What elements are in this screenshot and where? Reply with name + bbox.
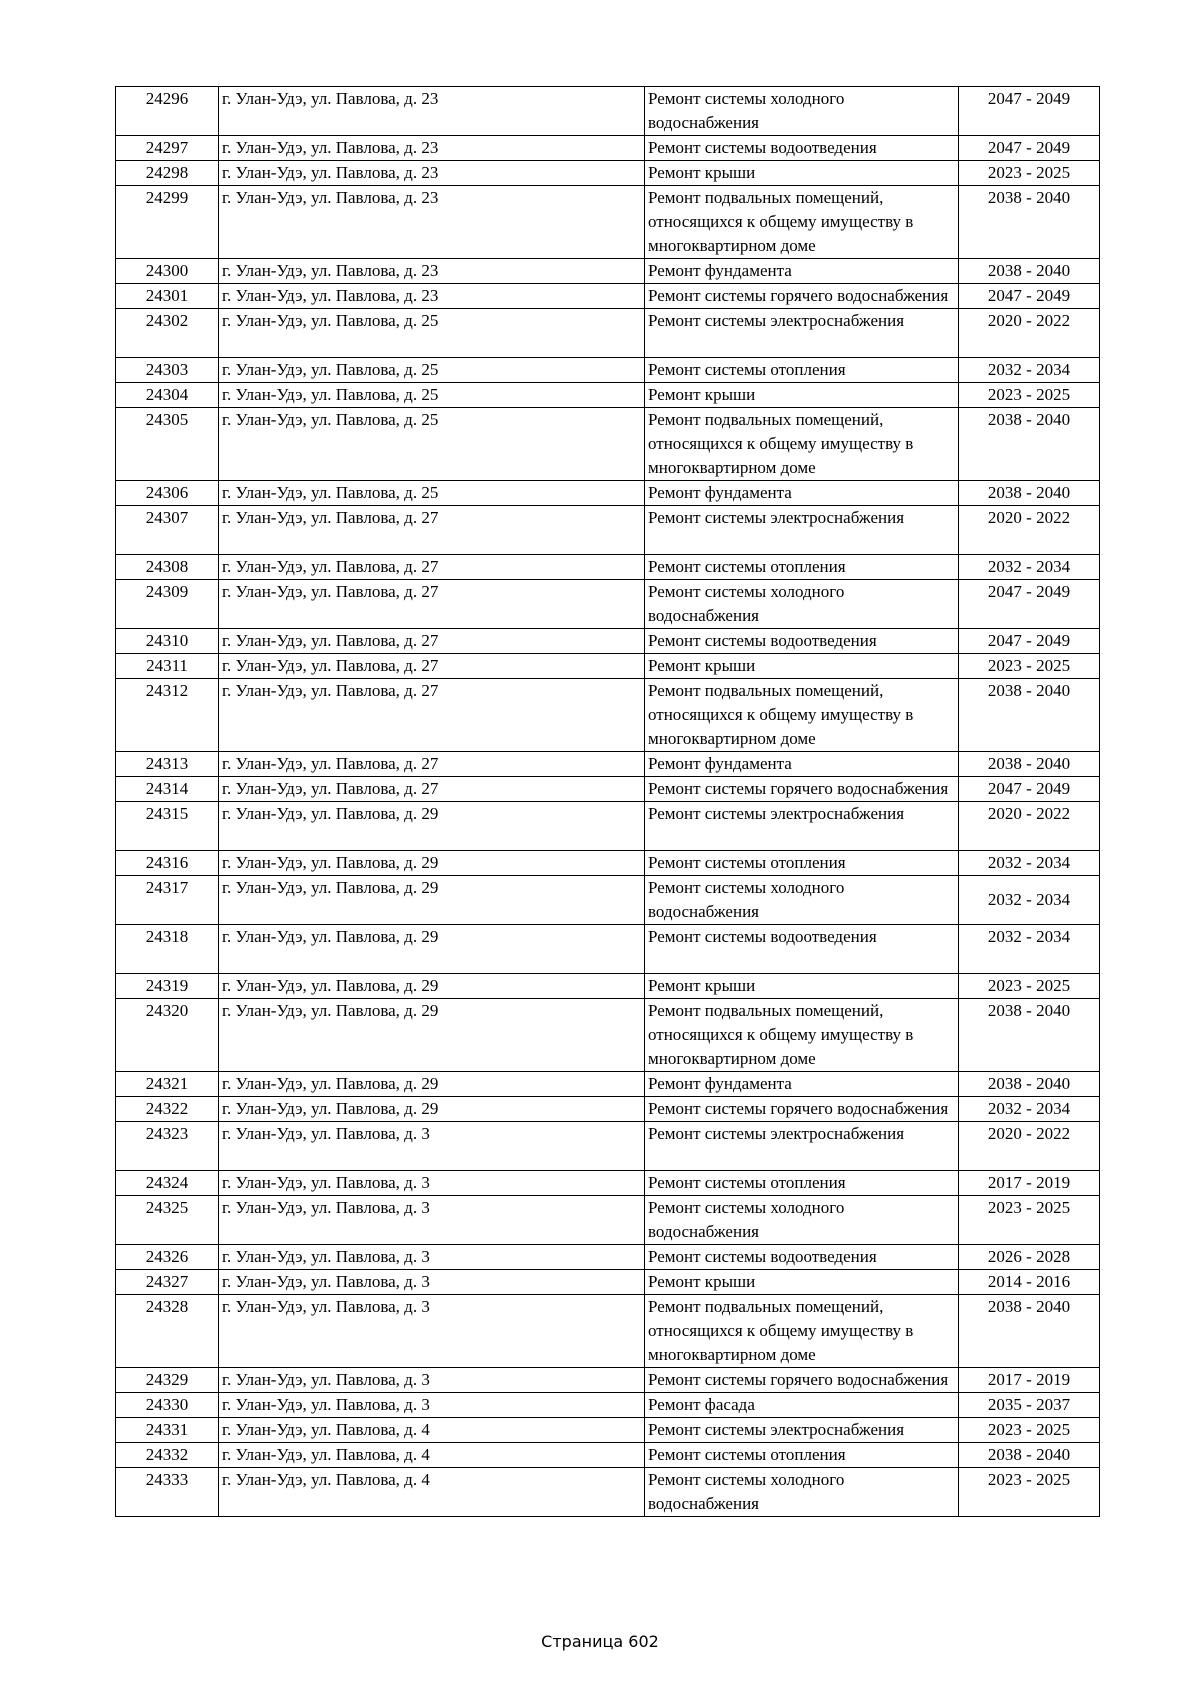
table-row [116,87,1100,136]
table-row [116,259,1100,284]
row-number: 24327 [116,1270,219,1295]
work-type-cell: Ремонт подвальных помещений, относящихся к общему имуществу в многоквартирном доме [645,408,959,481]
table-row [116,1122,1100,1171]
table-row [116,309,1100,358]
address-cell: г. Улан-Удэ, ул. Павлова, д. 23 [219,259,645,284]
table-row [116,506,1100,555]
capital-repair-table [115,86,1100,1517]
table-row [116,654,1100,679]
row-number: 24304 [116,383,219,408]
address-cell: г. Улан-Удэ, ул. Павлова, д. 27 [219,580,645,629]
work-type-cell: Ремонт крыши [645,654,959,679]
table-body [116,87,1100,1517]
row-number: 24328 [116,1295,219,1368]
period-cell: 2038 - 2040 [959,259,1100,284]
table-row [116,1097,1100,1122]
address-cell: г. Улан-Удэ, ул. Павлова, д. 3 [219,1171,645,1196]
period-cell: 2023 - 2025 [959,974,1100,999]
row-number: 24322 [116,1097,219,1122]
work-type-cell: Ремонт крыши [645,161,959,186]
row-number: 24319 [116,974,219,999]
page-number: Страница 602 [541,1632,659,1651]
period-cell: 2038 - 2040 [959,1072,1100,1097]
table-row [116,1418,1100,1443]
row-number: 24331 [116,1418,219,1443]
period-cell: 2032 - 2034 [959,358,1100,383]
table-row [116,555,1100,580]
row-number: 24297 [116,136,219,161]
work-type-cell: Ремонт системы отопления [645,358,959,383]
period-cell: 2047 - 2049 [959,136,1100,161]
work-type-cell: Ремонт системы электроснабжения [645,309,959,358]
table-row [116,1245,1100,1270]
work-type-cell: Ремонт системы отопления [645,555,959,580]
work-type-cell: Ремонт системы горячего водоснабжения [645,777,959,802]
period-cell: 2020 - 2022 [959,1122,1100,1171]
table-row [116,580,1100,629]
work-type-cell: Ремонт системы холодного водоснабжения [645,87,959,136]
work-type-cell: Ремонт системы холодного водоснабжения [645,1196,959,1245]
work-type-cell: Ремонт системы холодного водоснабжения [645,580,959,629]
period-cell: 2017 - 2019 [959,1368,1100,1393]
address-cell: г. Улан-Удэ, ул. Павлова, д. 29 [219,1097,645,1122]
period-cell: 2038 - 2040 [959,408,1100,481]
work-type-cell: Ремонт системы горячего водоснабжения [645,1368,959,1393]
row-number: 24329 [116,1368,219,1393]
row-number: 24333 [116,1468,219,1517]
row-number: 24317 [116,876,219,925]
period-cell: 2038 - 2040 [959,679,1100,752]
work-type-cell: Ремонт системы холодного водоснабжения [645,1468,959,1517]
row-number: 24300 [116,259,219,284]
address-cell: г. Улан-Удэ, ул. Павлова, д. 23 [219,136,645,161]
period-cell: 2023 - 2025 [959,654,1100,679]
table-row [116,999,1100,1072]
period-cell: 2023 - 2025 [959,383,1100,408]
work-type-cell: Ремонт крыши [645,1270,959,1295]
address-cell: г. Улан-Удэ, ул. Павлова, д. 25 [219,309,645,358]
work-type-cell: Ремонт фасада [645,1393,959,1418]
work-type-cell: Ремонт системы холодного водоснабжения [645,876,959,925]
period-cell: 2032 - 2034 [959,851,1100,876]
table-row [116,1270,1100,1295]
table-row [116,161,1100,186]
address-cell: г. Улан-Удэ, ул. Павлова, д. 3 [219,1295,645,1368]
table-row [116,383,1100,408]
period-cell: 2038 - 2040 [959,481,1100,506]
table-row [116,802,1100,851]
period-cell: 2038 - 2040 [959,186,1100,259]
table-row [116,136,1100,161]
table-row [116,481,1100,506]
work-type-cell: Ремонт фундамента [645,259,959,284]
period-cell: 2023 - 2025 [959,161,1100,186]
address-cell: г. Улан-Удэ, ул. Павлова, д. 25 [219,408,645,481]
row-number: 24324 [116,1171,219,1196]
address-cell: г. Улан-Удэ, ул. Павлова, д. 27 [219,752,645,777]
row-number: 24330 [116,1393,219,1418]
address-cell: г. Улан-Удэ, ул. Павлова, д. 3 [219,1393,645,1418]
row-number: 24320 [116,999,219,1072]
work-type-cell: Ремонт системы водоотведения [645,136,959,161]
work-type-cell: Ремонт системы горячего водоснабжения [645,284,959,309]
table-row [116,679,1100,752]
address-cell: г. Улан-Удэ, ул. Павлова, д. 27 [219,679,645,752]
period-cell: 2038 - 2040 [959,1295,1100,1368]
address-cell: г. Улан-Удэ, ул. Павлова, д. 23 [219,284,645,309]
period-cell: 2017 - 2019 [959,1171,1100,1196]
period-cell: 2047 - 2049 [959,580,1100,629]
table-row [116,974,1100,999]
work-type-cell: Ремонт системы отопления [645,1443,959,1468]
work-type-cell: Ремонт системы отопления [645,851,959,876]
period-cell: 2035 - 2037 [959,1393,1100,1418]
row-number: 24309 [116,580,219,629]
row-number: 24299 [116,186,219,259]
address-cell: г. Улан-Удэ, ул. Павлова, д. 29 [219,925,645,974]
row-number: 24311 [116,654,219,679]
table-row [116,1443,1100,1468]
table-row [116,1295,1100,1368]
row-number: 24313 [116,752,219,777]
row-number: 24310 [116,629,219,654]
table-row [116,925,1100,974]
address-cell: г. Улан-Удэ, ул. Павлова, д. 25 [219,383,645,408]
row-number: 24323 [116,1122,219,1171]
work-type-cell: Ремонт системы водоотведения [645,925,959,974]
period-cell: 2047 - 2049 [959,629,1100,654]
address-cell: г. Улан-Удэ, ул. Павлова, д. 3 [219,1245,645,1270]
period-cell: 2020 - 2022 [959,309,1100,358]
address-cell: г. Улан-Удэ, ул. Павлова, д. 23 [219,87,645,136]
work-type-cell: Ремонт крыши [645,383,959,408]
address-cell: г. Улан-Удэ, ул. Павлова, д. 3 [219,1196,645,1245]
row-number: 24298 [116,161,219,186]
period-cell: 2032 - 2034 [959,555,1100,580]
row-number: 24303 [116,358,219,383]
row-number: 24318 [116,925,219,974]
work-type-cell: Ремонт подвальных помещений, относящихся к общему имуществу в многоквартирном доме [645,999,959,1072]
period-cell: 2047 - 2049 [959,777,1100,802]
address-cell: г. Улан-Удэ, ул. Павлова, д. 29 [219,876,645,925]
address-cell: г. Улан-Удэ, ул. Павлова, д. 4 [219,1443,645,1468]
period-cell: 2020 - 2022 [959,506,1100,555]
address-cell: г. Улан-Удэ, ул. Павлова, д. 23 [219,186,645,259]
address-cell: г. Улан-Удэ, ул. Павлова, д. 27 [219,654,645,679]
address-cell: г. Улан-Удэ, ул. Павлова, д. 27 [219,506,645,555]
table-row [116,777,1100,802]
row-number: 24296 [116,87,219,136]
period-cell: 2047 - 2049 [959,284,1100,309]
address-cell: г. Улан-Удэ, ул. Павлова, д. 25 [219,358,645,383]
table-row [116,1072,1100,1097]
work-type-cell: Ремонт системы водоотведения [645,1245,959,1270]
row-number: 24301 [116,284,219,309]
work-type-cell: Ремонт подвальных помещений, относящихся к общему имуществу в многоквартирном доме [645,186,959,259]
table-row [116,408,1100,481]
address-cell: г. Улан-Удэ, ул. Павлова, д. 29 [219,851,645,876]
row-number: 24326 [116,1245,219,1270]
address-cell: г. Улан-Удэ, ул. Павлова, д. 3 [219,1122,645,1171]
address-cell: г. Улан-Удэ, ул. Павлова, д. 4 [219,1418,645,1443]
address-cell: г. Улан-Удэ, ул. Павлова, д. 27 [219,777,645,802]
address-cell: г. Улан-Удэ, ул. Павлова, д. 27 [219,555,645,580]
work-type-cell: Ремонт подвальных помещений, относящихся к общему имуществу в многоквартирном доме [645,1295,959,1368]
table-row [116,358,1100,383]
row-number: 24316 [116,851,219,876]
row-number: 24306 [116,481,219,506]
work-type-cell: Ремонт подвальных помещений, относящихся к общему имуществу в многоквартирном доме [645,679,959,752]
period-cell: 2038 - 2040 [959,1443,1100,1468]
period-cell: 2047 - 2049 [959,87,1100,136]
period-cell: 2038 - 2040 [959,752,1100,777]
period-cell: 2023 - 2025 [959,1468,1100,1517]
row-number: 24332 [116,1443,219,1468]
period-cell: 2023 - 2025 [959,1196,1100,1245]
table-row [116,284,1100,309]
work-type-cell: Ремонт крыши [645,974,959,999]
period-cell: 2023 - 2025 [959,1418,1100,1443]
address-cell: г. Улан-Удэ, ул. Павлова, д. 29 [219,999,645,1072]
address-cell: г. Улан-Удэ, ул. Павлова, д. 3 [219,1270,645,1295]
work-type-cell: Ремонт фундамента [645,481,959,506]
period-cell: 2032 - 2034 [959,925,1100,974]
work-type-cell: Ремонт фундамента [645,752,959,777]
address-cell: г. Улан-Удэ, ул. Павлова, д. 23 [219,161,645,186]
work-type-cell: Ремонт системы водоотведения [645,629,959,654]
table-row [116,1368,1100,1393]
table-row [116,1171,1100,1196]
work-type-cell: Ремонт системы горячего водоснабжения [645,1097,959,1122]
row-number: 24308 [116,555,219,580]
period-cell: 2020 - 2022 [959,802,1100,851]
period-cell: 2026 - 2028 [959,1245,1100,1270]
work-type-cell: Ремонт фундамента [645,1072,959,1097]
work-type-cell: Ремонт системы электроснабжения [645,802,959,851]
address-cell: г. Улан-Удэ, ул. Павлова, д. 27 [219,629,645,654]
work-type-cell: Ремонт системы электроснабжения [645,1418,959,1443]
work-type-cell: Ремонт системы электроснабжения [645,1122,959,1171]
row-number: 24302 [116,309,219,358]
period-cell: 2032 - 2034 [959,876,1100,925]
row-number: 24321 [116,1072,219,1097]
table-row [116,876,1100,925]
period-cell: 2014 - 2016 [959,1270,1100,1295]
table-row [116,1468,1100,1517]
table-row [116,629,1100,654]
table-row [116,186,1100,259]
row-number: 24315 [116,802,219,851]
address-cell: г. Улан-Удэ, ул. Павлова, д. 25 [219,481,645,506]
table-row [116,752,1100,777]
row-number: 24305 [116,408,219,481]
row-number: 24314 [116,777,219,802]
row-number: 24307 [116,506,219,555]
address-cell: г. Улан-Удэ, ул. Павлова, д. 29 [219,974,645,999]
row-number: 24312 [116,679,219,752]
address-cell: г. Улан-Удэ, ул. Павлова, д. 29 [219,802,645,851]
address-cell: г. Улан-Удэ, ул. Павлова, д. 29 [219,1072,645,1097]
table-row [116,851,1100,876]
address-cell: г. Улан-Удэ, ул. Павлова, д. 3 [219,1368,645,1393]
address-cell: г. Улан-Удэ, ул. Павлова, д. 4 [219,1468,645,1517]
table-row [116,1393,1100,1418]
work-type-cell: Ремонт системы отопления [645,1171,959,1196]
period-cell: 2038 - 2040 [959,999,1100,1072]
work-type-cell: Ремонт системы электроснабжения [645,506,959,555]
row-number: 24325 [116,1196,219,1245]
table-row [116,1196,1100,1245]
period-cell: 2032 - 2034 [959,1097,1100,1122]
